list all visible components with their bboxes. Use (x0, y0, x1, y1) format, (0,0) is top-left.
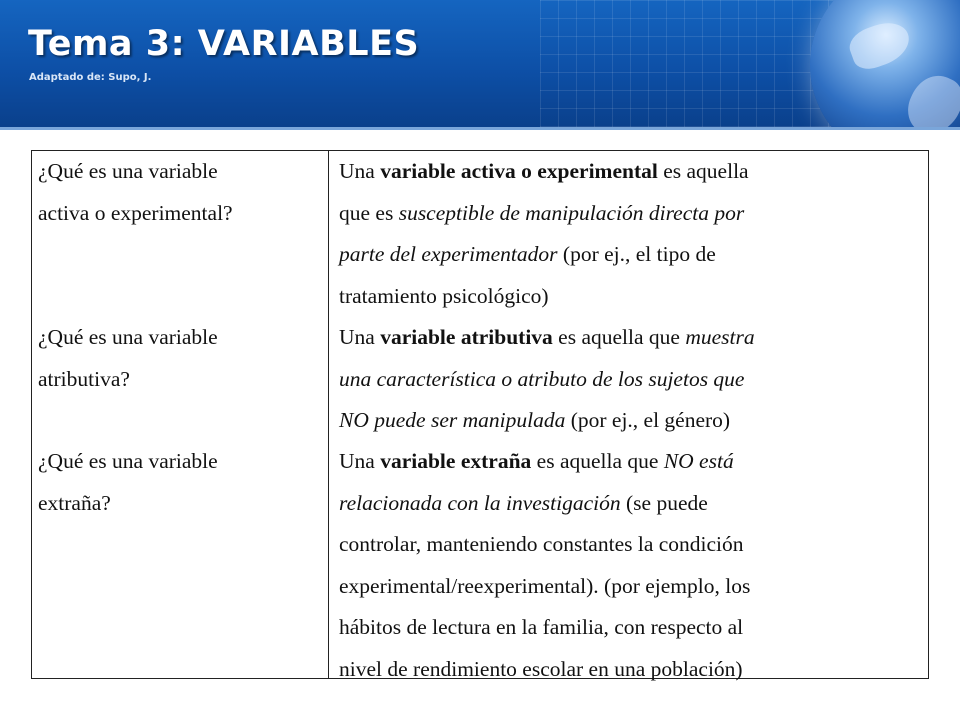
emphasis-italic: susceptible de manipulación directa por (398, 200, 745, 225)
term-bold: variable atributiva (380, 325, 553, 349)
question-cell-active (38, 151, 318, 234)
answer-line: hábitos de lectura en la familia, con respecto al (339, 615, 744, 639)
emphasis-italic: relacionada con la investigación (339, 490, 621, 515)
answer-line: relacionada con la investigación (se puede (339, 490, 708, 515)
answer-line: Una variable extraña es aquella que NO está (339, 449, 734, 473)
answer-line: parte del experimentador (por ej., el tipo de (339, 242, 716, 266)
answer-line: que es susceptible de manipulación directa por (339, 200, 745, 225)
answer-line (339, 359, 919, 401)
slide-header (0, 0, 960, 130)
question-line: ¿Qué es una variable (38, 325, 218, 349)
question-cell-extraneous (38, 441, 318, 524)
globe-landmass (900, 67, 960, 130)
answer-line: Una variable activa o experimental es aquella (339, 159, 749, 183)
question-line: extraña? (38, 490, 111, 515)
answer-line: controlar, manteniendo constantes la condición (339, 532, 744, 556)
definitions-table (31, 150, 929, 679)
question-line: atributiva? (38, 366, 130, 391)
question-line: ¿Qué es una variable (38, 159, 218, 183)
answer-line: tratamiento psicológico) (339, 283, 549, 308)
emphasis-italic: NO puede ser manipulada (339, 408, 566, 432)
answer-line: NO puede ser manipulada (por ej., el género) (339, 408, 731, 432)
slide-title: Tema 3: VARIABLES (28, 24, 420, 64)
question-line: activa o experimental? (38, 200, 233, 225)
globe-landmass (845, 16, 915, 74)
answer-line: Una variable atributiva es aquella que muestra (339, 325, 755, 349)
question-line: ¿Qué es una variable (38, 449, 218, 473)
question-cell-attributive (38, 317, 318, 400)
emphasis-italic: muestra (685, 325, 755, 349)
globe-icon (810, 0, 960, 130)
emphasis-italic: parte del experimentador (339, 242, 558, 266)
answer-cell-attributive (339, 317, 919, 442)
term-bold: variable extraña (380, 449, 532, 473)
header-divider (0, 127, 960, 130)
emphasis-italic: NO está (663, 449, 734, 473)
term-bold: variable activa o experimental (380, 159, 658, 183)
slide-subtitle: Adaptado de: Supo, J. (29, 72, 152, 83)
answer-cell-extraneous (339, 441, 919, 690)
answer-line: nivel de rendimiento escolar en una población) (339, 656, 743, 681)
emphasis-italic: una característica o atributo de los sujetos que (339, 366, 745, 391)
answer-line: experimental/reexperimental). (por ejemplo, los (339, 573, 751, 598)
answer-cell-active (339, 151, 919, 317)
column-divider (328, 151, 329, 678)
